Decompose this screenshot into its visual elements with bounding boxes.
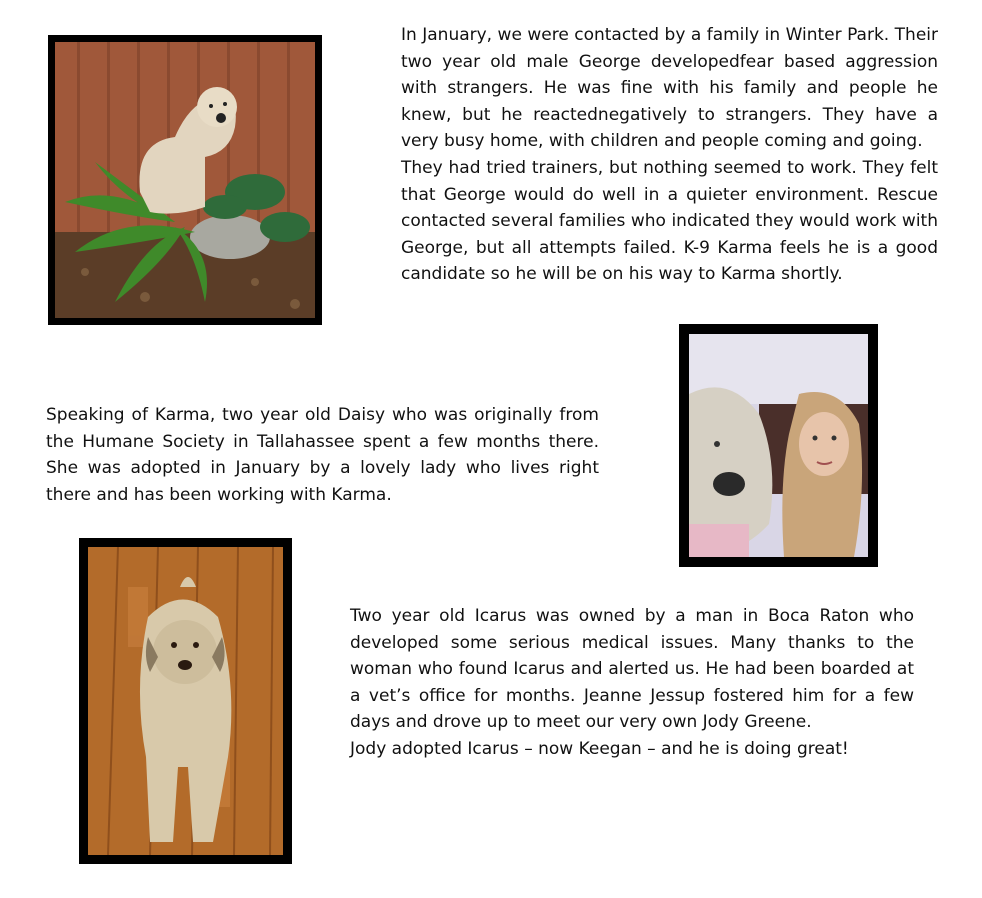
daisy-photo <box>679 324 878 567</box>
story-george <box>401 22 938 288</box>
story-icarus-paragraph-2: Jody adopted Icarus – now Keegan – and he is doing great! <box>350 738 849 759</box>
icarus-photo <box>79 538 292 864</box>
story-george-paragraph-1: In January, we were contacted by a family in Winter Park. Their two year old male George developedfear based aggression with strangers. He was fine with his family and people he knew, but he reactednegatively to strangers. They have a very busy home, with children and people coming and going. <box>401 25 938 152</box>
story-george-paragraph-2: They had tried trainers, but nothing seemed to work. They felt that George would do well in a quieter environment. Rescue contacted several families who indicated they would work with George, but all attempts failed. K-9 Karma feels he is a good candidate so he will be on his way to Karma shortly. <box>401 157 938 285</box>
story-icarus-paragraph-1: Two year old Icarus was owned by a man in Boca Raton who developed some serious medical issues. Many thanks to the woman who found Icarus and alerted us. He had been boarded at a vet’s office for months. Jeanne Jessup fostered him for a few days and drove up to meet our very own Jody Greene. <box>350 606 914 733</box>
george-photo <box>48 35 322 325</box>
story-icarus <box>350 603 914 763</box>
story-daisy <box>46 402 599 508</box>
story-daisy-paragraph-1: Speaking of Karma, two year old Daisy who was originally from the Humane Society in Tallahassee spent a few months there. She was adopted in January by a lovely lady who lives right there and has been working with Karma. <box>46 405 599 505</box>
